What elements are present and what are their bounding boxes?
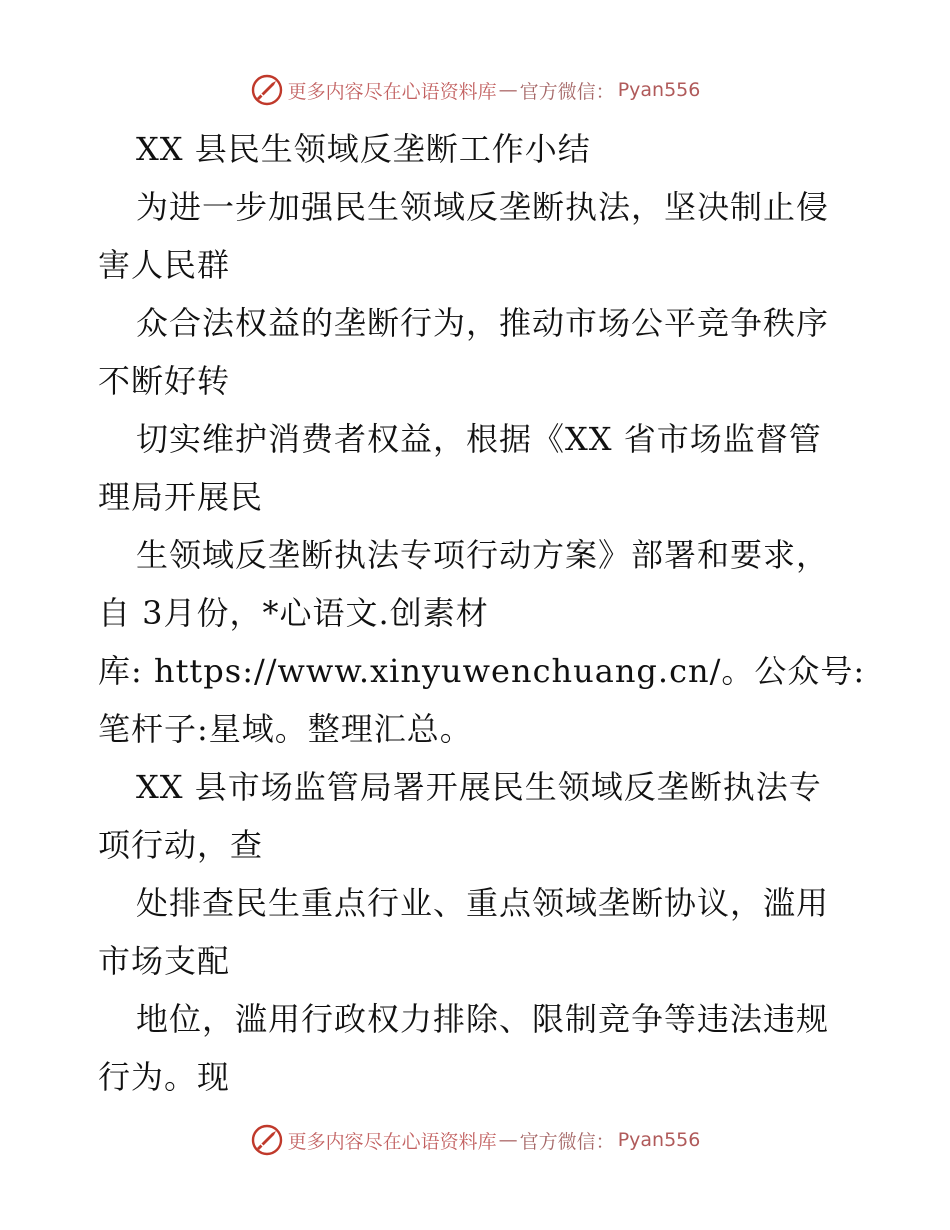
- paragraph-line: 害人民群: [98, 246, 231, 284]
- paragraph-line: 地位，滥用行政权力排除、限制竞争等违法违规: [136, 1000, 830, 1038]
- paragraph-line: 项行动，查: [98, 826, 264, 864]
- watermark-wechat-id: Pyan556: [617, 79, 701, 101]
- paragraph-line: 生领域反垄断执法专项行动方案》部署和要求，: [136, 536, 830, 574]
- document-body: [98, 120, 878, 1106]
- paragraph-line: 众合法权益的垄断行为，推动市场公平竞争秩序: [136, 304, 830, 342]
- document-title: XX 县民生领域反垄断工作小结: [136, 130, 591, 168]
- footer-watermark: [0, 1122, 950, 1158]
- paragraph-line: 笔杆子:星域。整理汇总。: [98, 710, 473, 748]
- paragraph-line: 切实维护消费者权益，根据《XX 省市场监督管: [136, 420, 822, 458]
- quill-pen-circle-icon: [250, 73, 284, 107]
- watermark-wechat-id: Pyan556: [617, 1129, 701, 1151]
- paragraph-line: 理局开展民: [98, 478, 264, 516]
- paragraph-line: 处排查民生重点行业、重点领域垄断协议，滥用: [136, 884, 830, 922]
- paragraph-line: 行为。现: [98, 1058, 231, 1096]
- header-watermark: [0, 72, 950, 108]
- watermark-dash: —: [498, 79, 518, 101]
- paragraph-line: 市场支配: [98, 942, 231, 980]
- watermark-dash: —: [498, 1129, 518, 1151]
- paragraph-line: 库: https://www.xinyuwenchuang.cn/。公众号:: [98, 652, 866, 690]
- paragraph-line: 不断好转: [98, 362, 231, 400]
- paragraph-line: 自 3月份，*心语文.创素材: [98, 594, 489, 632]
- quill-pen-circle-icon: [250, 1123, 284, 1157]
- watermark-wechat-label: 官方微信：: [519, 1130, 615, 1153]
- paragraph-line: XX 县市场监管局署开展民生领域反垄断执法专: [136, 768, 822, 806]
- watermark-text: 更多内容尽在心语资料库: [287, 1130, 497, 1153]
- watermark-wechat-label: 官方微信：: [519, 80, 615, 103]
- paragraph-line: 为进一步加强民生领域反垄断执法，坚决制止侵: [136, 188, 830, 226]
- watermark-text: 更多内容尽在心语资料库: [287, 80, 497, 103]
